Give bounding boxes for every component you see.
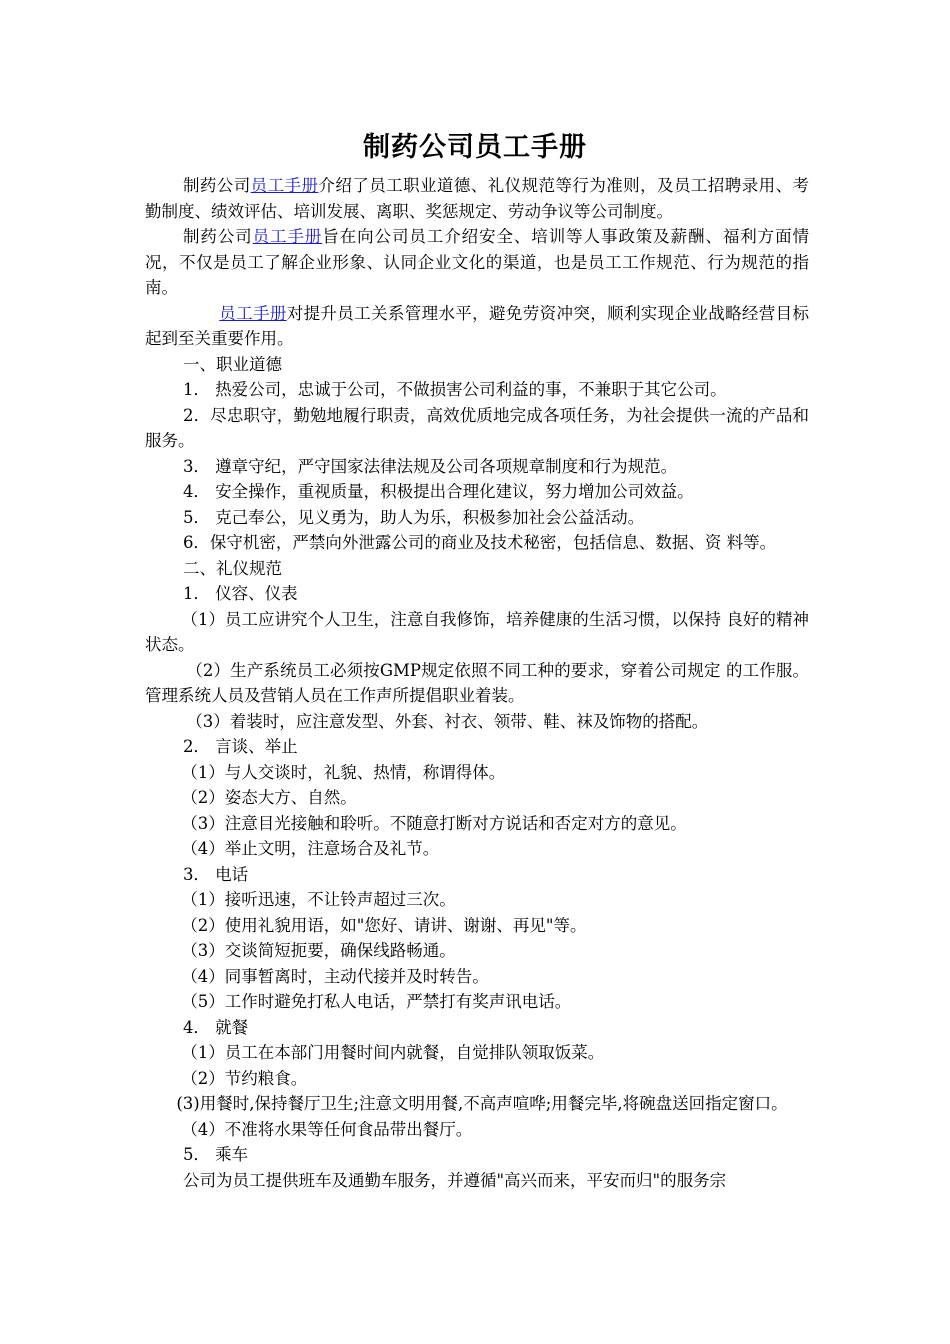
ethics-item: 2．尽忠职守，勤勉地履行职责，高效优质地完成各项任务，为社会提供一流的产品和服务。 (145, 405, 809, 450)
section-heading-ethics: 一、职业道德 (182, 354, 282, 374)
intro-3-post: 对提升员工关系管理水平，避免劳资冲突，顺利实现企业战略经营目标起到至关重要作用。 (145, 303, 810, 348)
subsection-heading-phone: 3． 电话 (182, 864, 249, 884)
phone-item: （4）同事暂离时，主动代接并及时转告。 (181, 966, 489, 986)
dining-item: (3)用餐时,保持餐厅卫生;注意文明用餐,不高声喧哗;用餐完毕,将碗盘送回指定窗口。 (176, 1094, 788, 1113)
intro-1-pre: 制药公司 (182, 176, 251, 195)
phone-item: （5）工作时避免打私人电话，严禁打有奖声讯电话。 (181, 992, 572, 1011)
intro-paragraph-3 (145, 301, 809, 352)
ethics-item: 4． 安全操作，重视质量，积极提出合理化建议，努力增加公司效益。 (182, 482, 694, 501)
document-body (145, 173, 809, 1193)
conduct-item: （3）注意目光接触和聆听。不随意打断对方说话和否定对方的意见。 (181, 813, 687, 833)
intro-paragraph-1 (145, 173, 809, 224)
appearance-item: （3）着装时，应注意发型、外套、衬衣、领带、鞋、袜及饰物的搭配。 (186, 711, 709, 731)
phone-item: （1）接听迅速，不让铃声超过三次。 (181, 890, 456, 909)
appearance-item: （1）员工应讲究个人卫生，注意自我修饰，培养健康的生活习惯，以保持 良好的精神状态。 (145, 609, 809, 654)
intro-1-post: 介绍了员工职业道德、礼仪规范等行为准则，及员工招聘录用、考勤制度、绩效评估、培训发展、离职、奖惩规定、劳动争议等公司制度。 (145, 176, 810, 221)
section-heading-etiquette: 二、礼仪规范 (182, 558, 282, 578)
subsection-heading-commute: 5． 乘车 (182, 1145, 249, 1164)
ethics-item: 5． 克己奉公，见义勇为，助人为乐，积极参加社会公益活动。 (182, 507, 645, 527)
handbook-link-2[interactable]: 员工手册 (252, 227, 323, 246)
ethics-item: 3． 遵章守纪，严守国家法律法规及公司各项规章制度和行为规范。 (182, 456, 678, 476)
intro-2-post: 旨在向公司员工介绍安全、培训等人事政策及薪酬、福利方面情况，不仅是员工了解企业形象、认同企业文化的渠道，也是员工工作规范、行为规范的指南。 (145, 227, 810, 297)
appearance-item: （2）生产系统员工必须按GMP规定依照不同工种的要求，穿着公司规定 的工作服。管理系统人员及营销人员在工作声所提倡职业着装。 (145, 660, 809, 705)
dining-item: （4）不准将水果等任何食品带出餐厅。 (181, 1119, 473, 1139)
conduct-item: （4）举止文明，注意场合及礼节。 (181, 839, 440, 858)
subsection-heading-appearance: 1． 仪容、仪表 (182, 584, 298, 603)
phone-item: （2）使用礼貌用语，如"您好、请讲、谢谢、再见"等。 (181, 915, 587, 935)
intro-paragraph-2 (145, 224, 809, 301)
conduct-item: （2）姿态大方、自然。 (181, 788, 357, 807)
page-title: 制药公司员工手册 (363, 132, 587, 163)
dining-item: （2）节约粮食。 (181, 1068, 308, 1088)
handbook-link-1[interactable]: 员工手册 (250, 176, 319, 195)
ethics-item: 6．保守机密，严禁向外泄露公司的商业及技术秘密，包括信息、数据、资 料等。 (182, 533, 777, 552)
ethics-item: 1． 热爱公司，忠诚于公司，不做损害公司利益的事，不兼职于其它公司。 (182, 380, 727, 399)
phone-item: （3）交谈简短扼要，确保线路畅通。 (181, 941, 456, 960)
subsection-heading-dining: 4． 就餐 (182, 1017, 249, 1037)
handbook-link-3[interactable]: 员工手册 (219, 303, 287, 323)
dining-item: （1）员工在本部门用餐时间内就餐，自觉排队领取饭菜。 (181, 1043, 605, 1062)
conduct-item: （1）与人交谈时，礼貌、热情，称谓得体。 (181, 762, 506, 782)
subsection-heading-conduct: 2． 言谈、举止 (182, 737, 298, 756)
commute-text: 公司为员工提供班车及通勤车服务，并遵循"高兴而来，平安而归"的服务宗 (182, 1170, 727, 1190)
intro-2-pre: 制药公司 (182, 227, 253, 246)
